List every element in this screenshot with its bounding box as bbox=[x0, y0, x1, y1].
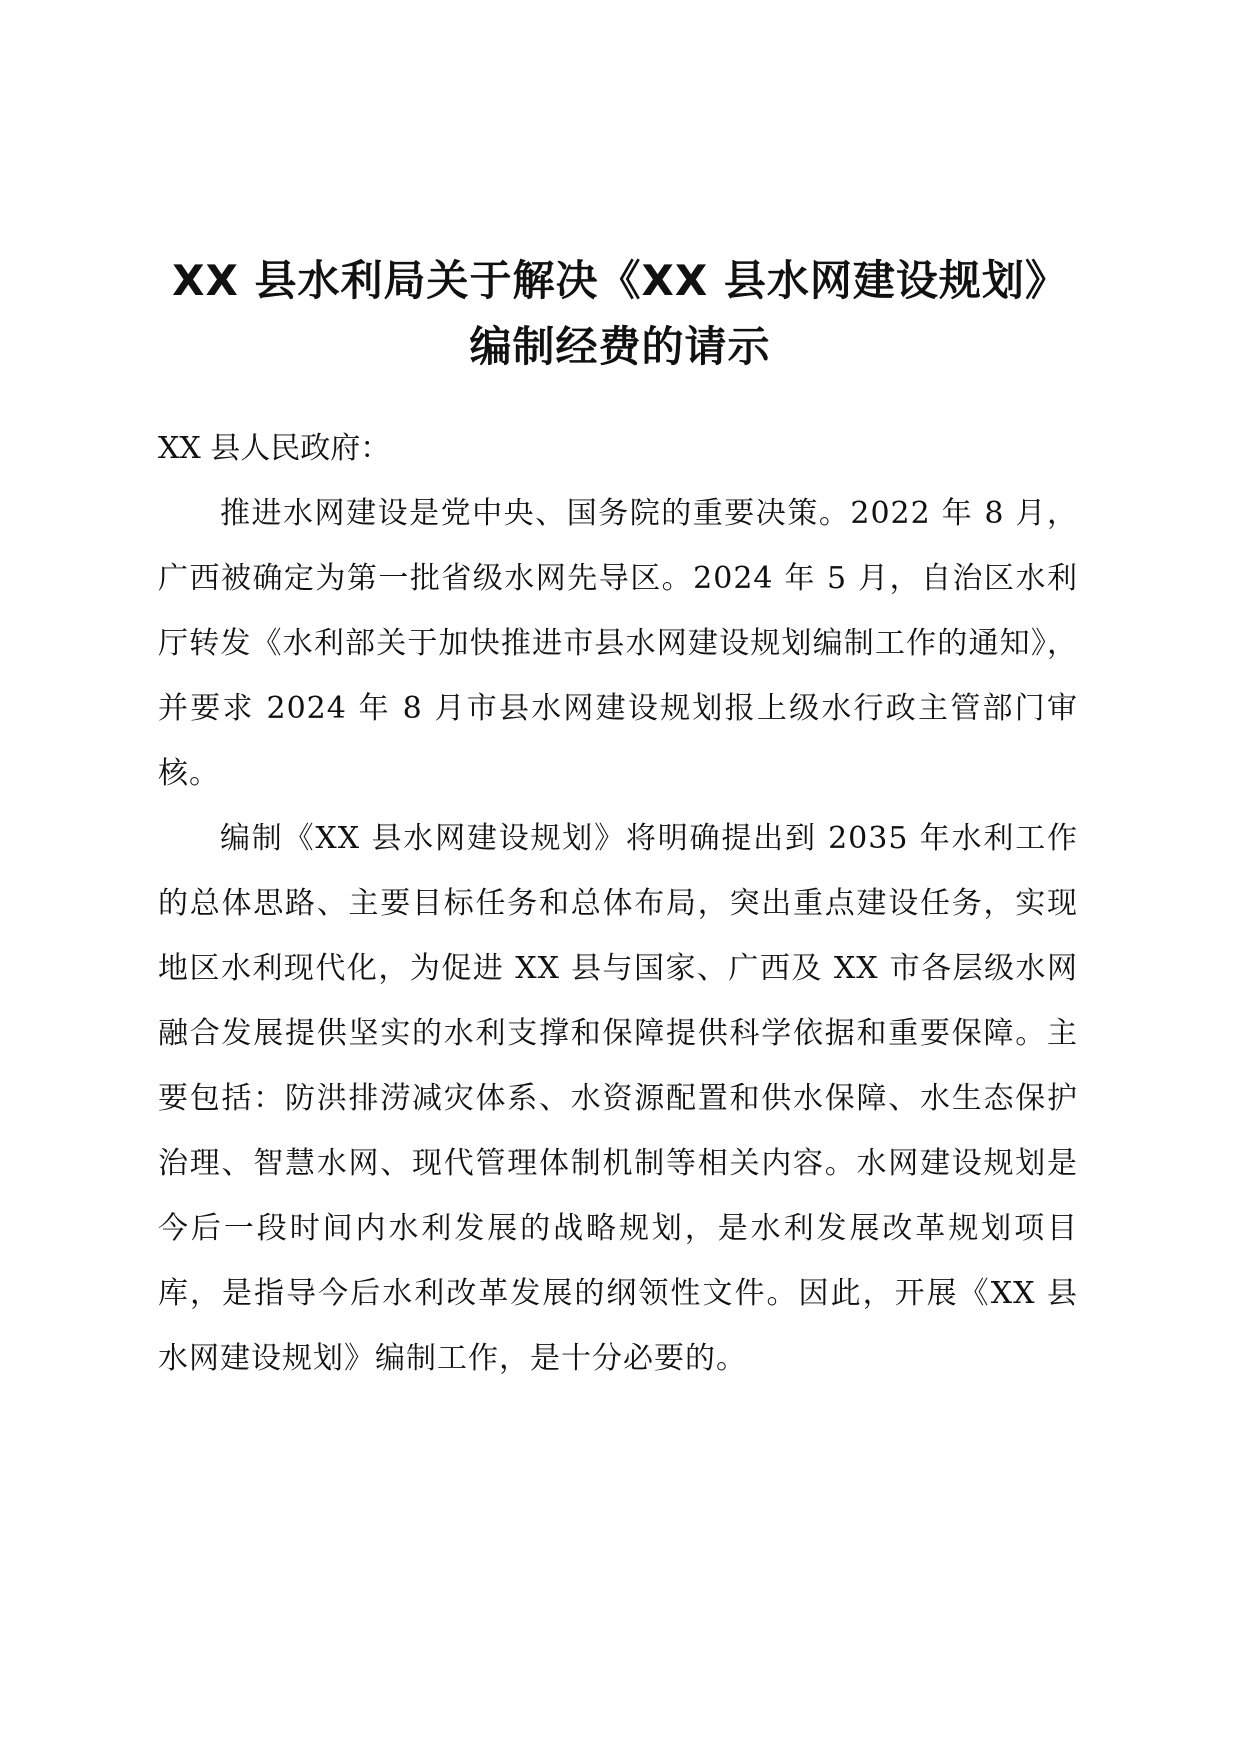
paragraph-2: 编制《XX 县水网建设规划》将明确提出到 2035 年水利工作的总体思路、主要目标任务和总体布局，突出重点建设任务，实现地区水利现代化，为促进 XX 县与国家、广西及 XX 市各层级水网融合发展提供坚实的水利支撑和保障提供科学依据和重要保障。主要包括：防洪排涝减灾体系、水资源配置和供水保障、水生态保护治理、智慧水网、现代管理体制机制等相关内容。水网建设规划是今后一段时间内水利发展的战略规划，是水利发展改革规划项目库，是指导今后水利改革发展的纲领性文件。因此，开展《XX 县水网建设规划》编制工作，是十分必要的。 bbox=[158, 821, 1078, 1376]
salutation: XX 县人民政府： bbox=[158, 431, 391, 466]
paragraph-1: 推进水网建设是党中央、国务院的重要决策。2022 年 8 月，广西被确定为第一批省级水网先导区。2024 年 5 月，自治区水利厅转发《水利部关于加快推进市县水网建设规划编制工作的通知》，并要求 2024 年 8 月市县水网建设规划报上级水行政主管部门审核。 bbox=[158, 496, 1078, 791]
document-body bbox=[158, 416, 1078, 1391]
title-line-1: XX 县水利局关于解决《XX 县水网建设规划》 bbox=[172, 256, 1068, 305]
title-line-2: 编制经费的请示 bbox=[469, 322, 771, 371]
document-title bbox=[100, 248, 1140, 380]
